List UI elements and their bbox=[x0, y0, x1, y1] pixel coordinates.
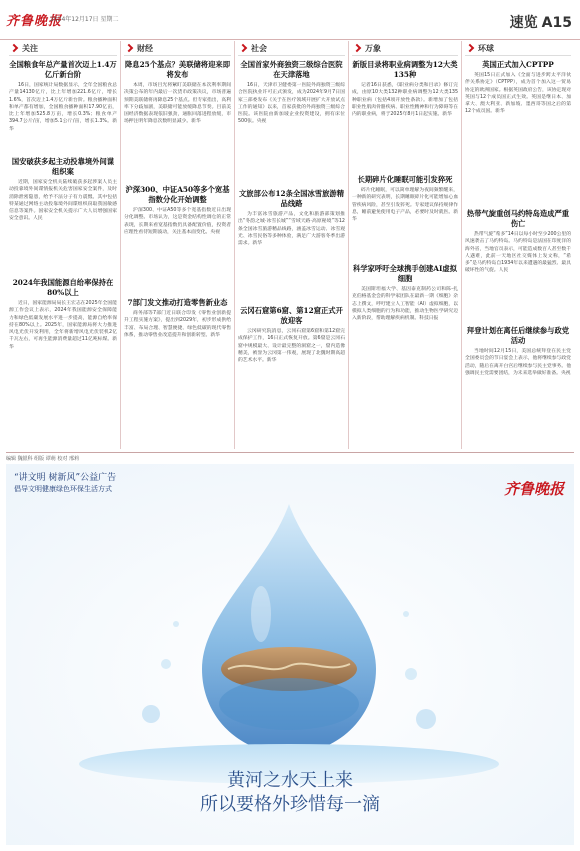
dateline: 2024年12月17日 星期二 bbox=[50, 16, 119, 23]
article-headline[interactable]: 热带气旋重创马约特岛造成严重伤亡 bbox=[466, 209, 570, 228]
article-body: 当地时间12月15日，美国总统拜登在民主党全国委员会的节日宴会上表示，他将继续参与政党活动，随后在离开白宫后继续参与民主党事务。他强调民主党需要团结，为未来选举做好准备。央视 bbox=[465, 349, 571, 376]
article-body: 商务部等7部门近日联合印发《零售业创新提升工程实施方案》，提出到2029年，初步形成供给丰富、布局合理、智慧便捷、绿色低碳的现代零售体系，推动零售业改造提升和创新转型。新华 bbox=[124, 311, 231, 338]
chevron-icon bbox=[125, 44, 133, 52]
editor-credits: 编辑 魏银科 组版 谭萌 校对 邢莉 bbox=[6, 452, 574, 462]
article-body: 英国15日正式加入《全面与进步跨太平洋伙伴关系协定》（CPTPP），成为首个加入这一贸易协定的欧洲国家。根据英国政府公告，该协定现对英国与12个成员国正式生效。英国是继日本、加拿大、澳大利亚、新加坡、墨西哥等国之后的第12个成员国。新华 bbox=[465, 73, 571, 115]
article-headline[interactable]: 降息25个基点？美联储将迎来即将发布 bbox=[124, 60, 230, 79]
article-headline[interactable]: 国安破获多起主动投靠境外间谍组织案 bbox=[11, 157, 115, 176]
article-headline[interactable]: 全国粮食年总产量首次迈上1.4万亿斤新台阶 bbox=[9, 60, 117, 79]
article-body: 近期，国家安全机关陆续破获多起涉案人员主动投靠境外间谍情报机关危害国家安全案件，及时消除泄密隐患，给予不法分子有力震慑。其中包括特某通过网络主动投靠境外间谍组织窃取我国敏感信息等案件。国家安全机关提示广大人员增强国家安全意识。人民 bbox=[9, 180, 117, 222]
article-body: 为丰富冰雪旅游产品，文化和旅游部策划推出“冬韵之城·冰雪长城”“雪域天路·高原秘境”等12条全国冰雪旅游精品线路，涵盖冰雪运动、冰雪观光、冰雪民俗等多种体验，满足广大游客冬季出游需求。新华 bbox=[238, 212, 345, 247]
section-title: 财经 bbox=[137, 43, 153, 53]
article-body: 记者16日获悉，《职业病分类和目录》修订完成，由原10大类132种职业病调整为12大类135种职业病（包括4项开放性条款）。新增加了包括职业性肌肉骨骼疾病、职业性精神和行为障碍等在内的职业病，将于2025年8月1日起实施。新华 bbox=[352, 83, 458, 118]
column-wanxiang bbox=[348, 41, 461, 449]
section-header bbox=[124, 41, 231, 56]
ad-slogan-line2: 所以要格外珍惜每一滴 bbox=[200, 794, 380, 815]
ad-slogan-line1: 黄河之水天上来 bbox=[227, 770, 353, 791]
article-headline[interactable]: 拜登计划在离任后继续参与政党活动 bbox=[466, 326, 570, 345]
article-body: 碎片化睡眠，可以简单理解为夜间频繁醒来，一种新的研究表明，长期睡眠碎片化可能增加心血管疾病风险，甚至引发猝死。专家建议保持规律作息，睡前避免使用电子产品，必要时及时就医。新华 bbox=[352, 188, 458, 223]
column-guanzhu bbox=[6, 41, 120, 449]
column-huanqiu bbox=[461, 41, 574, 449]
article-headline[interactable]: 科学家呼吁全球携手创建AI虚拟细胞 bbox=[353, 264, 457, 283]
chevron-icon bbox=[239, 44, 247, 52]
article-headline[interactable]: 文旅部公布12条全国冰雪旅游精品线路 bbox=[238, 189, 344, 208]
chevron-icon bbox=[10, 44, 18, 52]
article-body: 美国斯坦福大学、基因泰克制药公司和陈-扎克伯格基金会的科学家团队在最新一期《细胞》杂志上撰文，呼吁建立人工智能（AI）虚拟细胞，以模拟人类细胞的行为和功能，推动生物医学研究迈入新阶段，帮助理解疾病机制。科技日报 bbox=[352, 287, 458, 322]
section-header bbox=[465, 41, 571, 56]
page-number: A15 bbox=[541, 15, 572, 31]
section-header bbox=[9, 41, 117, 56]
chevron-icon bbox=[353, 44, 361, 52]
article-headline[interactable]: 2024年我国能源自给率保持在80%以上 bbox=[12, 278, 114, 297]
newspaper-logo: 齐鲁晚报 bbox=[6, 14, 63, 29]
article-headline[interactable]: 沪深300、中证A50等多个宽基指数分化开始调整 bbox=[125, 185, 230, 204]
article-body: 沪深300、中证A50等多个宽基指数近日出现分化调整。市场认为，这是资金结构性调仓的正常表现，长期来看宽基指数仍具备配置价值，投资者应理性看待短期波动，关注基本面变化。央视 bbox=[124, 208, 231, 235]
chevron-icon bbox=[466, 44, 474, 52]
masthead bbox=[0, 0, 580, 40]
article-headline[interactable]: 英国正式加入CPTPP bbox=[482, 60, 554, 69]
article-headline[interactable]: 新版目录将职业病调整为12大类135种 bbox=[352, 60, 458, 79]
section-name: 速览 bbox=[509, 15, 538, 31]
article-body: 16日，天津市卫健委第一医院外商独资三级综合医院执业许可正式颁发，成为2024年9月7日国家三部委发布《关于在医疗领域开展扩大开放试点工作的通知》以来，首家获批的外商独资三级综合医院。该医院由新加坡企业投资建设，拥有床位500张。央视 bbox=[238, 83, 345, 125]
column-shehui bbox=[234, 41, 348, 449]
article-body: 近日，国家能源局局长王宏志在2025年全国能源工作会议上表示，2024年我国能源安全保障能力和绿色低碳发展水平进一步提高，能源自给率保持在80%以上。2025年，国家能源局将大力推进风电光伏开发利用，全年将新增风电光伏装机2亿千瓦左右，可再生能源消费量超过11亿吨标煤。新华 bbox=[9, 301, 117, 350]
page-label bbox=[506, 12, 572, 32]
section-header bbox=[352, 41, 458, 56]
article-body: 本周，市场目光将紧盯美联储在本次利率期间决策公布的年内最后一次货币政策决议，市场普遍预期美联储将再降息25个基点。但专家指出，高利率下分歧加剧，美联储可能放缓降息节奏。目前美国经济数据表现依旧强劲，通胀回落进程放缓，市场押注明年降息次数明显减少。新华 bbox=[124, 83, 231, 125]
article-body: 云冈研究院消息，云冈石窟第6窟和第12窟完成保护工作，16日正式恢复开放。第6窟是云冈石窟中规模最大、设计最完整的洞窟之一，窟内造像精美，被誉为云冈第一伟观，展现了北魏时期高超的艺术水平。新华 bbox=[238, 329, 345, 364]
section-title: 环球 bbox=[478, 43, 494, 53]
article-headline[interactable]: 长期碎片化睡眠可能引发猝死 bbox=[357, 175, 453, 184]
ad-campaign-title: “讲文明 树新风”公益广告 bbox=[14, 473, 117, 483]
section-title: 万象 bbox=[365, 43, 381, 53]
article-headline[interactable]: 全国首家外商独资三级综合医院在天津落地 bbox=[240, 60, 343, 79]
article-body: 16日，国家统计局数据显示，全年全国粮食总产量14130亿斤，比上年增加221.6亿斤，增长1.6%，首次迈上1.4万亿斤新台阶。粮食播种面积和单产都有增加，全国粮食播种面积17.90亿亩，比上年增加525.8万亩，增长0.3%；粮食单产394.7公斤/亩，增加5.1公斤/亩，增长1.3%。新华 bbox=[9, 83, 117, 132]
ad-newspaper-logo: 齐鲁晚报 bbox=[503, 480, 564, 498]
section-title: 关注 bbox=[22, 43, 38, 53]
article-headline[interactable]: 云冈石窟第6窟、第12窟正式开放迎客 bbox=[240, 306, 343, 325]
article-headline[interactable]: 7部门发文推动打造零售新业态 bbox=[127, 298, 228, 307]
column-caijing bbox=[120, 41, 234, 449]
article-body: 热带气旋“希多”14日以每小时至少200公里的风速袭击了马约特岛。马约特岛是法国在印度洋的海外省，当地官员表示，可能造成数百人甚至数千人遇难，此前一天地区社交媒体上发文称，“希多”是马约特岛自1934年以来遭遇的最猛烈、最具破坏性的气旋。人民 bbox=[465, 232, 571, 274]
public-service-ad bbox=[6, 464, 574, 845]
section-title: 社会 bbox=[251, 43, 267, 53]
news-columns bbox=[6, 41, 574, 449]
ad-campaign-subtitle: 倡导文明健康绿色环保生活方式 bbox=[14, 485, 112, 493]
section-header bbox=[238, 41, 345, 56]
